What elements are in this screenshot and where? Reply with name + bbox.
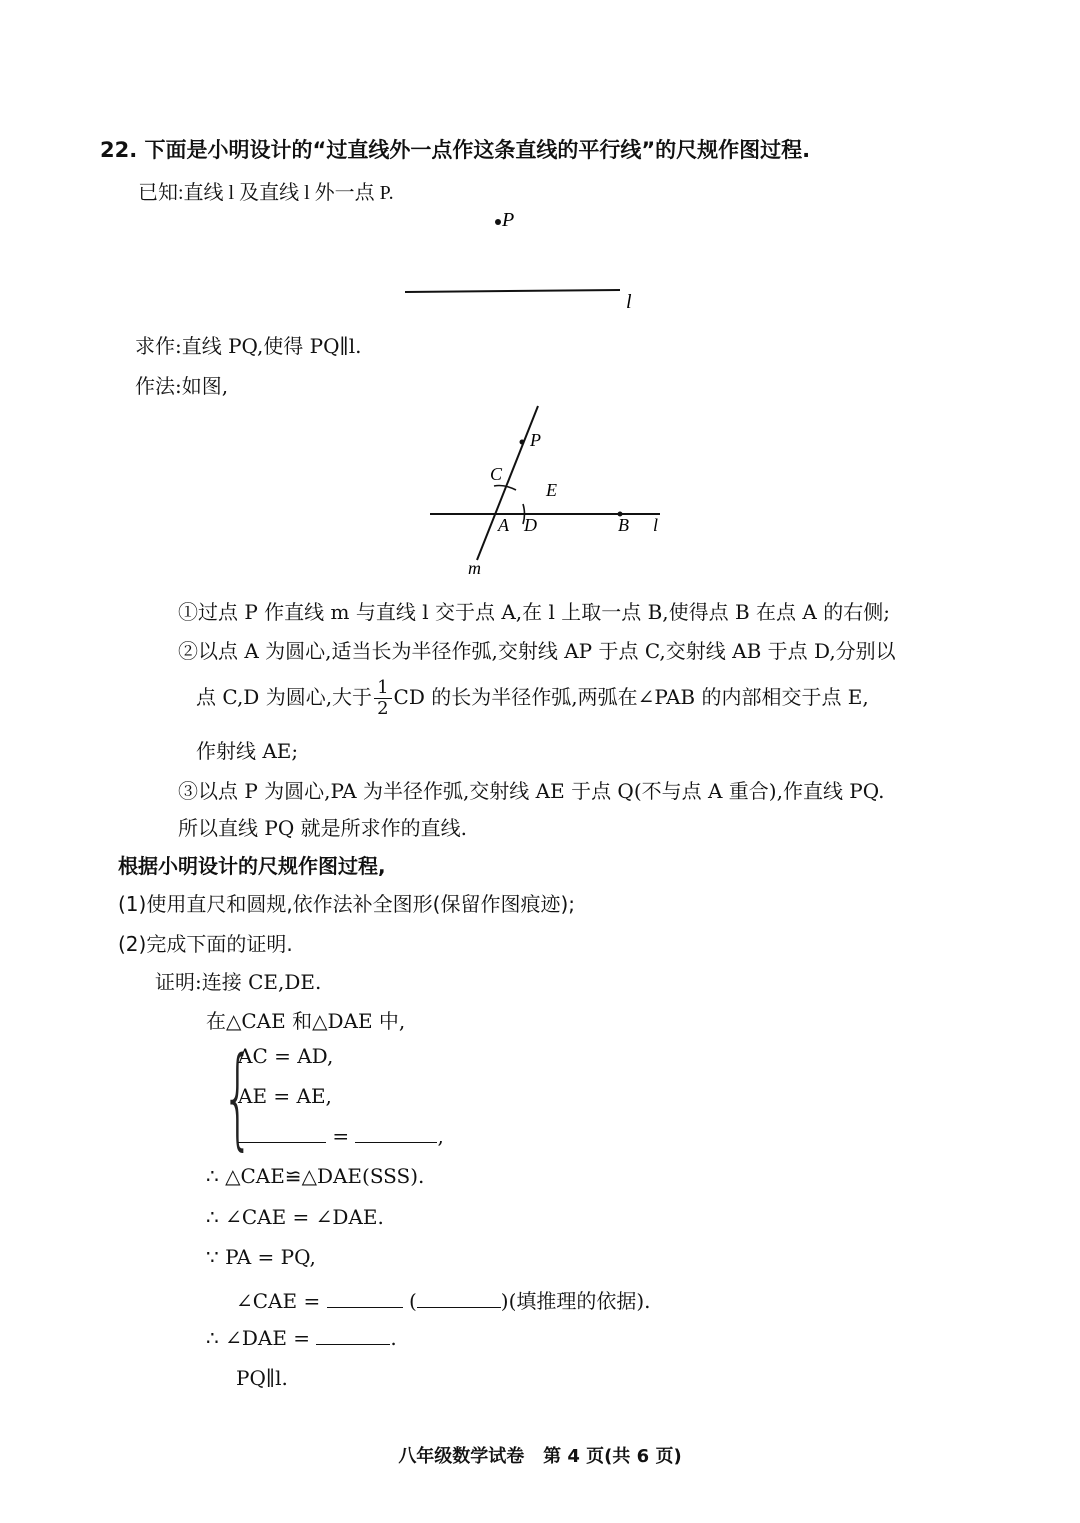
label-l: l (653, 515, 659, 535)
blank-cond-left[interactable] (238, 1124, 326, 1143)
given-text: 已知:直线 l 及直线 l 外一点 P. (138, 182, 394, 204)
proof-because: ∵ PA = PQ, (206, 1245, 316, 1269)
system-brace: { (222, 1033, 254, 1161)
fraction-numerator: 1 (374, 678, 391, 699)
point-p-dot (495, 219, 501, 225)
blank-reason[interactable] (417, 1289, 501, 1308)
line-l (405, 290, 620, 292)
label-m: m (468, 558, 481, 578)
label-b: B (618, 515, 629, 535)
angle-paren-close: ) (500, 1289, 509, 1313)
proof-therefore-2: ∴ ∠CAE = ∠DAE. (206, 1205, 384, 1229)
question-number: 22. (100, 138, 138, 162)
label-a: A (498, 515, 509, 535)
question-text: 下面是小明设计的“过直线外一点作这条直线的平行线”的尺规作图过程. (144, 138, 811, 162)
proof-angle-line (236, 1285, 651, 1314)
figure-given (380, 200, 660, 320)
proof-cond-1: AC = AD, (238, 1044, 334, 1068)
label-d: D (524, 515, 537, 535)
step-2-line2 (196, 678, 869, 719)
blank-dae-value[interactable] (316, 1326, 390, 1345)
part-1: (1)使用直尺和圆规,依作法补全图形(保留作图痕迹); (118, 892, 576, 916)
proof-intro: 证明:连接 CE,DE. (155, 970, 322, 994)
proof-therefore-3 (206, 1326, 397, 1350)
angle-line-prefix: ∠CAE = (236, 1289, 321, 1313)
proof-final: PQ∥l. (236, 1366, 288, 1390)
line-m (477, 406, 538, 560)
step-2-suffix: CD 的长为半径作弧,两弧在∠PAB 的内部相交于点 E, (393, 685, 869, 709)
therefore-3-end: . (390, 1326, 397, 1350)
angle-paren-open: ( (408, 1289, 417, 1313)
conclusion: 所以直线 PQ 就是所求作的直线. (178, 816, 467, 840)
proof-cond-3 (238, 1124, 444, 1148)
cond-3-eq: = (332, 1124, 350, 1148)
therefore-3-prefix: ∴ ∠DAE = (206, 1326, 311, 1350)
label-p: P (530, 430, 541, 450)
based-on: 根据小明设计的尺规作图过程, (118, 854, 386, 878)
blank-angle-value[interactable] (327, 1289, 403, 1308)
fraction-denominator: 2 (377, 698, 389, 719)
cond-3-end: , (437, 1124, 444, 1148)
fraction-one-half (374, 678, 391, 719)
angle-note: (填推理的依据). (508, 1289, 651, 1313)
proof-therefore-1: ∴ △CAE≌△DAE(SSS). (206, 1164, 425, 1188)
proof-cond-2: AE = AE, (238, 1084, 332, 1108)
step-2-line3: 作射线 AE; (196, 739, 299, 763)
method-title: 作法:如图, (135, 374, 229, 398)
question-title (100, 134, 810, 164)
page-footer: 八年级数学试卷 第 4 页(共 6 页) (398, 1446, 682, 1467)
task-text: 求作:直线 PQ,使得 PQ∥l. (135, 334, 362, 358)
fig1-label-l: l (626, 291, 632, 313)
fig1-label-p: P (502, 209, 515, 231)
blank-cond-right[interactable] (355, 1124, 437, 1143)
step-1: ①过点 P 作直线 m 与直线 l 交于点 A,在 l 上取一点 B,使得点 B 在点 A 的右侧; (178, 600, 890, 624)
step-3: ③以点 P 为圆心,PA 为半径作弧,交射线 AE 于点 Q(不与点 A 重合),作直线 PQ. (178, 779, 885, 803)
part-2: (2)完成下面的证明. (118, 932, 293, 956)
label-e: E (546, 480, 557, 500)
step-2-line1: ②以点 A 为圆心,适当长为半径作弧,交射线 AP 于点 C,交射线 AB 于点 D,分别以 (178, 639, 896, 663)
point-p (520, 440, 525, 445)
proof-in-triangles: 在△CAE 和△DAE 中, (206, 1009, 406, 1033)
step-2-prefix: 点 C,D 为圆心,大于 (196, 685, 373, 709)
figure-construction (420, 400, 680, 585)
label-c: C (490, 464, 503, 484)
